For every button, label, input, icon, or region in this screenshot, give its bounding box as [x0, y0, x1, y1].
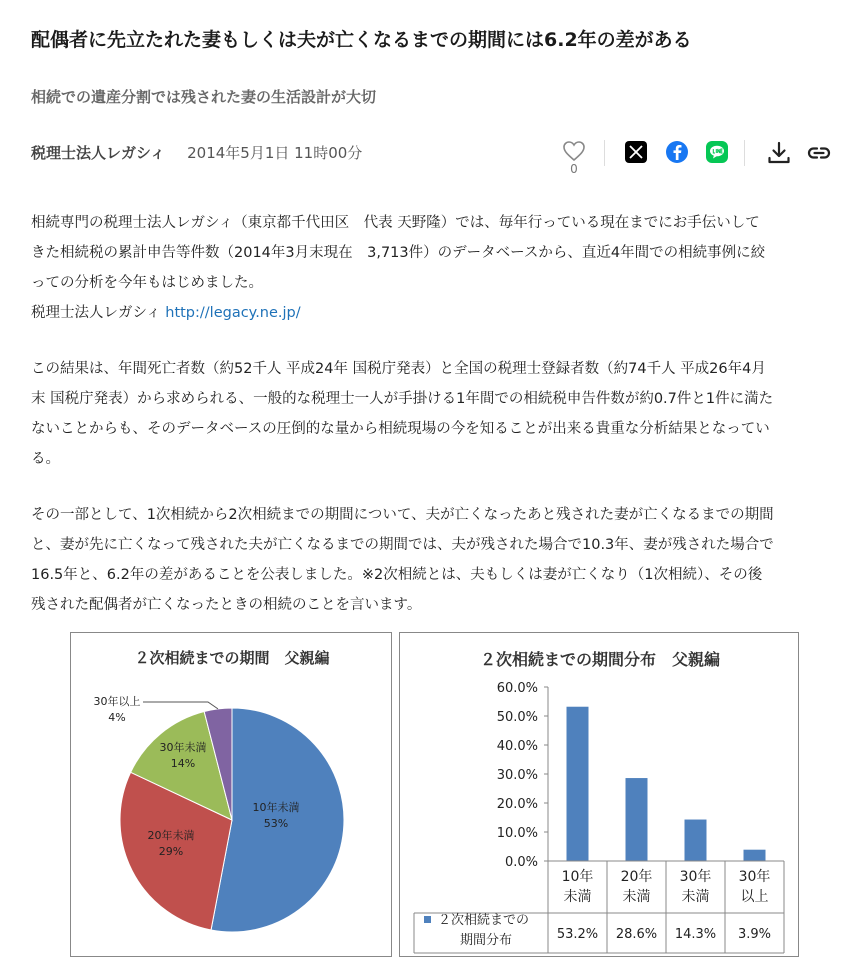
link-icon [806, 140, 832, 166]
pie-slice-value: 14% [170, 757, 196, 770]
author-name[interactable]: 税理士法人レガシィ [31, 143, 166, 162]
paragraph-line: 相続専門の税理士法人レガシィ（東京都千代田区 代表 天野隆）では、毎年行っている現在までにお手伝いして [31, 215, 760, 231]
article-actions [555, 138, 835, 182]
article-subtitle: 相続での遺産分割では残された妻の生活設計が大切 [31, 88, 377, 106]
line-icon [709, 145, 725, 159]
bar-category-label: 30年 [679, 869, 712, 885]
bar-2 [626, 778, 648, 861]
pie-leader-line [143, 702, 218, 709]
bar-1 [567, 707, 589, 861]
paragraph-line: その一部として、1次相続から2次相続までの期間について、夫が亡くなったあと残された妻が亡くなるまでの期間 [31, 507, 774, 523]
pie-slice-label: 20年未満 [147, 829, 195, 842]
legend-label: ２次相続までの [438, 913, 530, 928]
legend-swatch [424, 916, 431, 923]
bar-category-label: 10年 [561, 869, 594, 885]
article-meta [31, 138, 362, 166]
pie-chart-panel [70, 632, 392, 957]
source-label: 税理士法人レガシィ [31, 305, 166, 321]
share-x-button[interactable] [625, 141, 647, 163]
paragraph-line: 残された配偶者が亡くなったときの相続のことを言います。 [31, 597, 422, 613]
article-paragraph [31, 354, 831, 474]
legend-label: 期間分布 [460, 933, 513, 948]
pie-slice-value: 4% [108, 711, 126, 724]
share-facebook-button[interactable] [666, 141, 688, 163]
paragraph-line: ないことからも、そのデータベースの圧倒的な量から相続現場の今を知ることが出来る貴重な分析結果となってい [31, 421, 770, 437]
bar-chart-title: ２次相続までの期間分布 父親編 [479, 650, 721, 669]
bar-value-label: 3.9% [737, 927, 772, 942]
bar-3 [685, 820, 707, 861]
bar-category-label: 未満 [681, 889, 710, 905]
paragraph-line: 末 国税庁発表）から求められる、一般的な税理士一人が手掛ける1年間での相続税申告件数が約0.7件と1件に満た [31, 391, 774, 407]
copy-link-button[interactable] [806, 140, 832, 166]
actions-divider [744, 140, 745, 166]
paragraph-line: きた相続税の累計申告等件数（2014年3月末現在 3,713件）のデータベースから、直近4年間での相続事例に絞 [31, 245, 766, 261]
publish-date: 2014年5月1日 11時00分 [187, 143, 363, 162]
x-icon [629, 145, 643, 159]
pie-slice-label: 10年未満 [252, 801, 300, 814]
bar-category-label: 未満 [622, 889, 651, 905]
download-icon [766, 140, 792, 166]
bar-value-label: 28.6% [615, 927, 658, 942]
paragraph-line: っての分析を今年もはじめました。 [31, 275, 263, 291]
bar-y-tick-label: 0.0% [504, 855, 538, 870]
paragraph-line: と、妻が先に亡くなって残された夫が亡くなるまでの期間では、夫が残された場合で10.3年、妻が残された場合で [31, 537, 774, 553]
share-line-button[interactable] [706, 141, 728, 163]
bar-chart [400, 633, 799, 957]
bar-y-tick-label: 40.0% [496, 739, 538, 754]
paragraph-line: 16.5年と、6.2年の差があることを公表しました。※2次相続とは、夫もしくは妻が亡くなり（1次相続）、その後 [31, 567, 763, 583]
article-paragraph [31, 500, 831, 620]
bar-category-label: 未満 [563, 889, 592, 905]
article-title: 配偶者に先立たれた妻もしくは夫が亡くなるまでの期間には6.2年の差がある [31, 29, 692, 51]
bar-category-label: 以上 [740, 889, 769, 905]
source-link[interactable]: http://legacy.ne.jp/ [165, 305, 301, 321]
bar-chart-panel [399, 632, 799, 957]
pie-slice-label: 30年未満 [159, 741, 207, 754]
bar-y-tick-label: 10.0% [496, 826, 538, 841]
bar-category-label: 30年 [738, 869, 771, 885]
download-button[interactable] [766, 140, 792, 166]
bar-category-label: 20年 [620, 869, 653, 885]
pie-chart [71, 633, 392, 957]
actions-divider [604, 140, 605, 166]
like-button[interactable] [561, 138, 587, 182]
like-count: 0 [570, 162, 578, 176]
paragraph-line: る。 [31, 451, 60, 467]
pie-chart-title: ２次相続までの期間 父親編 [134, 649, 330, 667]
paragraph-line: この結果は、年間死亡者数（約52千人 平成24年 国税庁発表）と全国の税理士登録者数（約74千人 平成26年4月 [31, 361, 766, 377]
bar-y-tick-label: 30.0% [496, 768, 538, 783]
bar-y-tick-label: 20.0% [496, 797, 538, 812]
article-paragraph [31, 208, 831, 328]
pie-slice-value: 53% [263, 817, 289, 830]
bar-y-tick-label: 60.0% [496, 681, 538, 696]
facebook-icon [671, 144, 683, 160]
bar-value-label: 14.3% [674, 927, 717, 942]
bar-value-label: 53.2% [556, 927, 599, 942]
heart-icon [562, 140, 586, 162]
bar-4 [744, 850, 766, 861]
pie-slice-value: 29% [158, 845, 184, 858]
pie-slice-label: 30年以上 [93, 695, 141, 708]
source-line [31, 298, 831, 328]
bar-y-tick-label: 50.0% [496, 710, 538, 725]
